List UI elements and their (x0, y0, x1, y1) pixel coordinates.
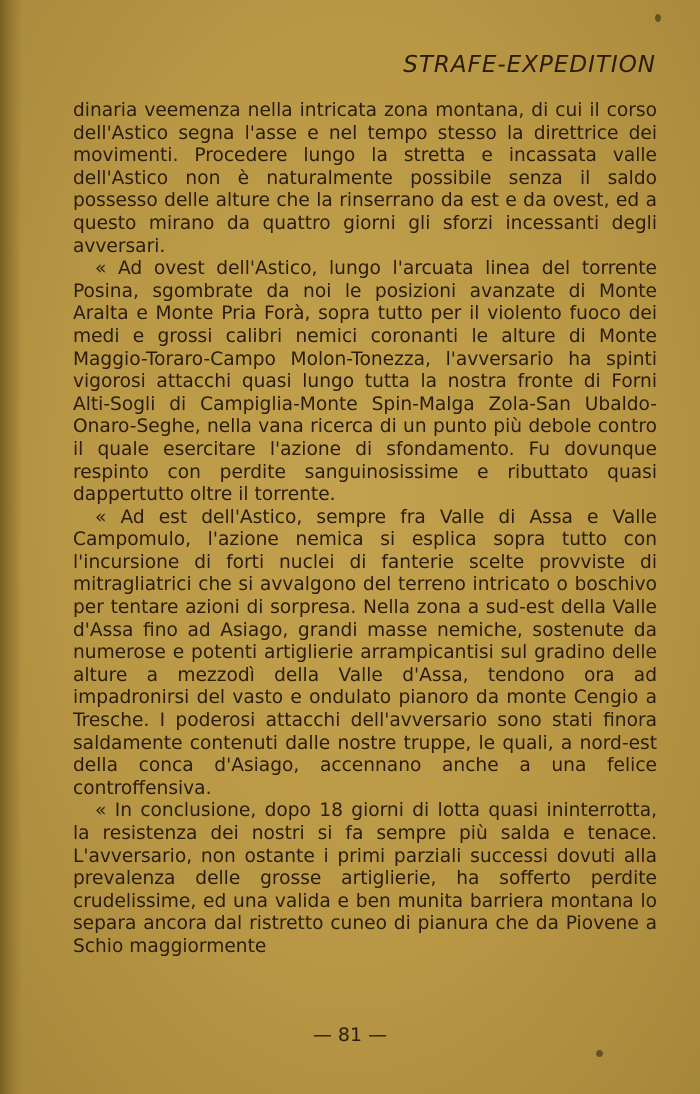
page-body (73, 100, 657, 959)
page-number: — 81 — (312, 1024, 388, 1046)
ink-speck (596, 1050, 603, 1057)
page-binding-edge (0, 0, 22, 1094)
paragraph-ovest-astico: « Ad ovest dell'Astico, lungo l'arcuata linea del torrente Posina, sgombrate da noi le posizioni avanzate di Monte Aralta e Monte Pria Forà, sopra tutto per il violento fuoco dei medi e grossi calibri nemici coronanti le alture di Monte Maggio-Toraro-Campo Molon-Tonezza, l'avversario ha spinti vigorosi attacchi quasi lungo tutta la nostra fronte di Forni Alti-Sogli di Campiglia-Monte Spin-Malga Zola-San Ubaldo-Onaro-Seghe, nella vana ricerca di un punto più debole contro il quale esercitare l'azione di sfondamento. Fu dovunque respinto con perdite sanguinosissime e ributtato quasi dappertutto oltre il torrente. (73, 258, 657, 506)
ink-speck (655, 14, 661, 22)
running-header: STRAFE-EXPEDITION (403, 52, 656, 78)
paragraph-conclusione: « In conclusione, dopo 18 giorni di lotta quasi ininterrotta, la resistenza dei nostri si fa sempre più salda e tenace. L'avversario, non ostante i primi parziali successi dovuti alla prevalenza delle grosse artiglierie, ha sofferto perdite crudelissime, ed una valida e ben munita barriera montana lo separa ancora dal ristretto cuneo di pianura che da Piovene a Schio maggiormente (73, 800, 657, 957)
paragraph-continued: dinaria veemenza nella intricata zona montana, di cui il corso dell'Astico segna l'asse e nel tempo stesso la direttrice dei movimenti. Procedere lungo la stretta e incassata valle dell'Astico non è naturalmente possibile senza il saldo possesso delle alture che la rinserrano da est e da ovest, ed a questo mirano da quattro giorni gli sforzi incessanti degli avversari. (73, 100, 657, 257)
paragraph-est-astico: « Ad est dell'Astico, sempre fra Valle di Assa e Valle Campomulo, l'azione nemica si esplica sopra tutto con l'incursione di forti nuclei di fanterie scelte provviste di mitragliatrici che si avvalgono del terreno intricato o boschivo per tentare azioni di sorpresa. Nella zona a sud-est della Valle d'Assa fino ad Asiago, grandi masse nemiche, sostenute da numerose e potenti artiglierie arrampicantisi sul gradino delle alture a mezzodì della Valle d'Assa, tendono ora ad impadronirsi del vasto e ondulato pianoro da monte Cengio a Tresche. I poderosi attacchi dell'avversario sono stati finora saldamente contenuti dalle nostre truppe, le quali, a nord-est della conca d'Asiago, accennano anche a una felice controffensiva. (73, 506, 657, 799)
